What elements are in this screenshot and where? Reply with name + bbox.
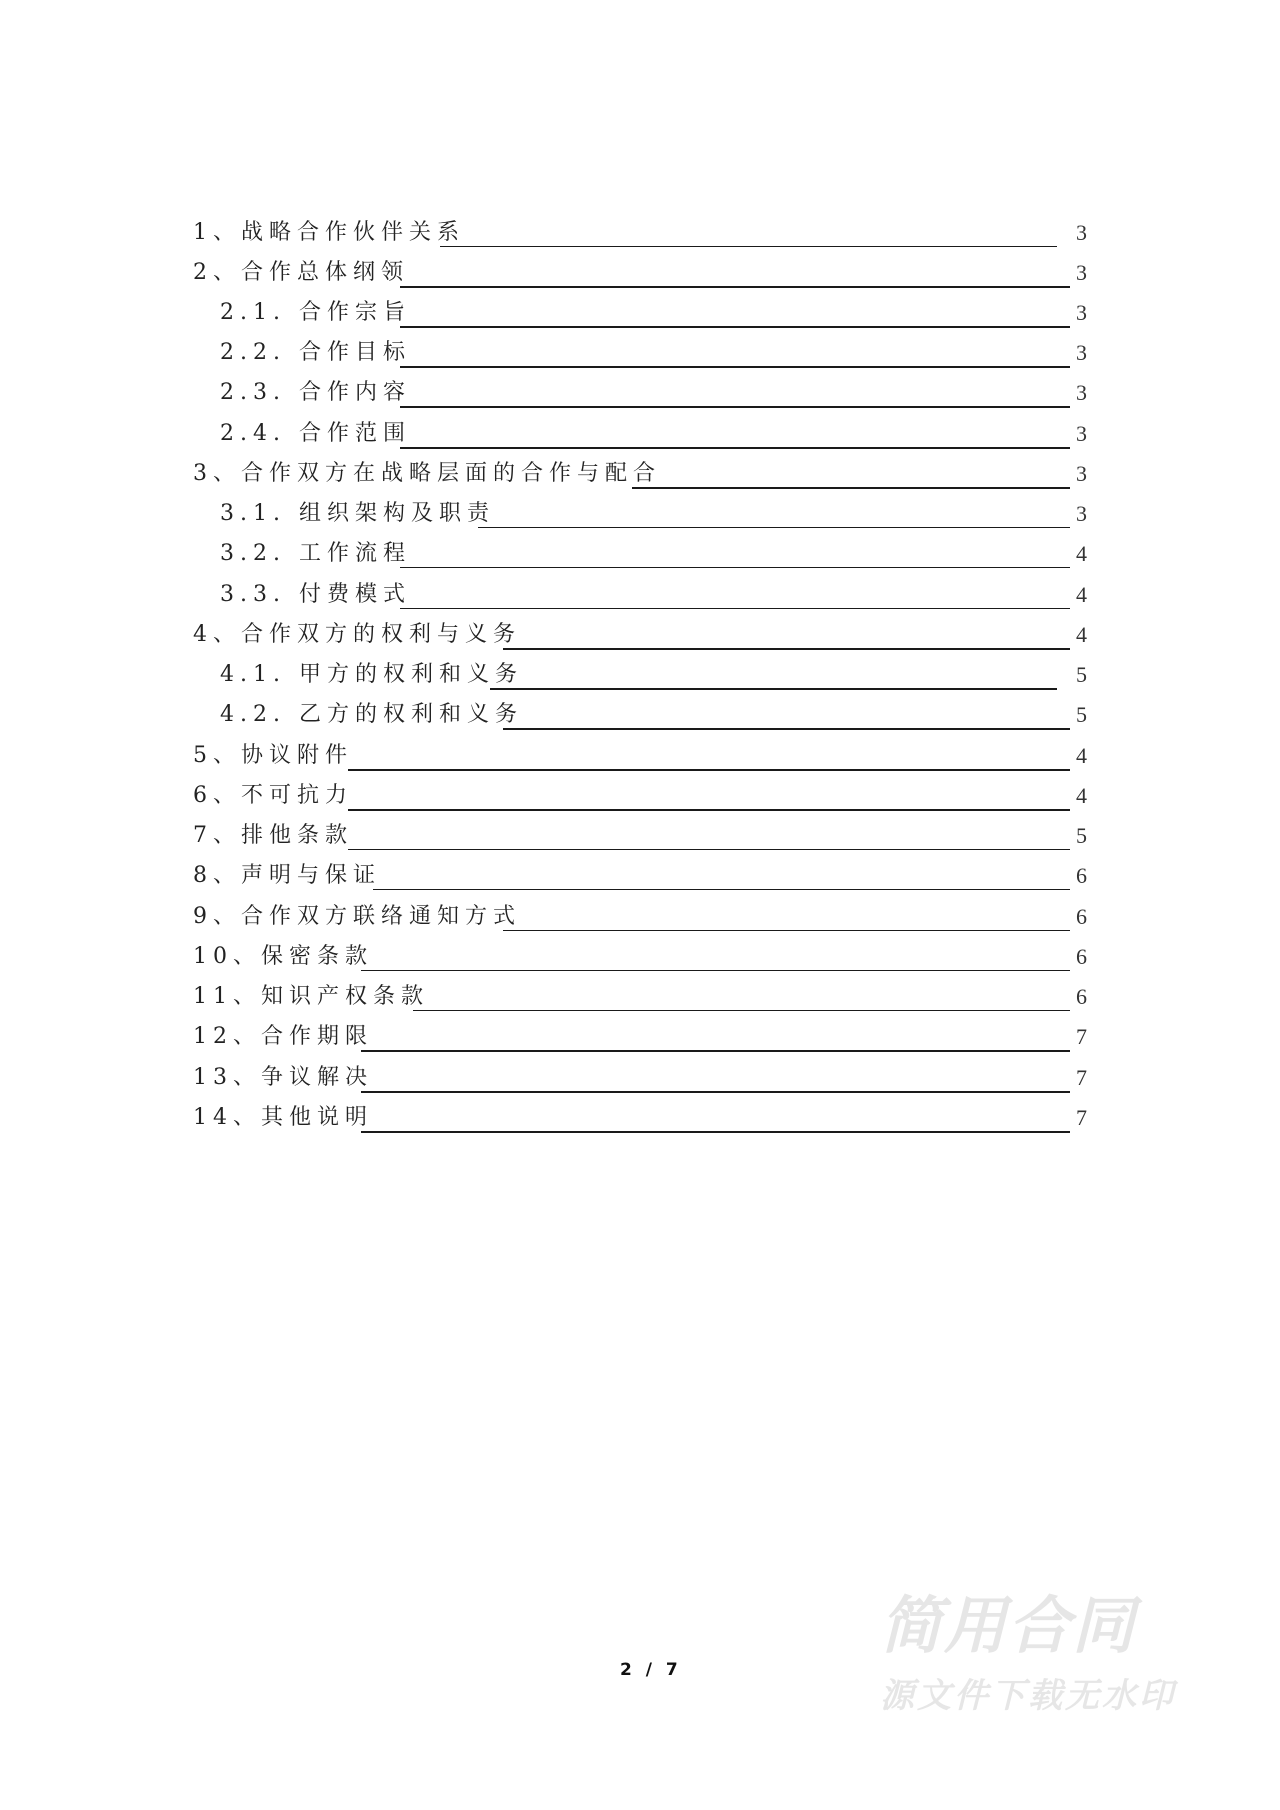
toc-leader-line: [503, 728, 1070, 730]
toc-leader-line: [400, 567, 1070, 568]
toc-leader-line: [400, 447, 1070, 449]
page-indicator: 2 / 7: [620, 1660, 682, 1680]
toc-entry-label: 7、排他条款: [193, 823, 353, 848]
toc-entry-label: 3.1. 组织架构及职责: [220, 501, 495, 526]
toc-leader-line: [361, 970, 1070, 971]
toc-entry-page: 3: [1076, 300, 1087, 325]
toc-entry-page: 3: [1076, 260, 1087, 285]
toc-leader-line: [503, 648, 1070, 650]
toc-leader-line: [400, 326, 1070, 328]
toc-entry-label: 10、保密条款: [193, 944, 373, 969]
toc-leader-line: [490, 688, 1057, 690]
toc-leader-line: [632, 487, 1070, 489]
watermark-title: 简用合同: [880, 1589, 1137, 1662]
toc-entry-label: 5、协议附件: [193, 743, 353, 768]
toc-entry-label: 2.1. 合作宗旨: [220, 300, 411, 325]
toc-leader-line: [478, 527, 1070, 528]
toc-entry[interactable]: [0, 942, 1280, 982]
toc-entry-page: 6: [1076, 863, 1087, 888]
toc-entry[interactable]: [0, 660, 1280, 700]
toc-entry[interactable]: [0, 258, 1280, 298]
toc-entry-label: 2、合作总体纲领: [193, 260, 409, 285]
toc-entry-label: 4.1. 甲方的权利和义务: [220, 662, 523, 687]
toc-entry-label: 11、知识产权条款: [193, 984, 429, 1009]
toc-entry-page: 6: [1076, 904, 1087, 929]
watermark-subtitle: 源文件下载无水印: [880, 1676, 1176, 1716]
toc-entry-label: 8、声明与保证: [193, 863, 381, 888]
toc-entry-page: 7: [1076, 1105, 1087, 1130]
toc-entry-page: 6: [1076, 944, 1087, 969]
toc-leader-line: [361, 1131, 1070, 1133]
toc-entry[interactable]: [0, 539, 1280, 579]
toc-entry-page: 6: [1076, 984, 1087, 1009]
toc-entry[interactable]: [0, 218, 1280, 258]
toc-entry[interactable]: [0, 419, 1280, 459]
toc-entry[interactable]: [0, 700, 1280, 740]
toc-entry-page: 4: [1076, 622, 1087, 647]
toc-entry-label: 2.2. 合作目标: [220, 340, 411, 365]
toc-entry[interactable]: [0, 459, 1280, 499]
toc-entry[interactable]: [0, 821, 1280, 861]
toc-entry[interactable]: [0, 741, 1280, 781]
toc-entry[interactable]: [0, 982, 1280, 1022]
toc-entry-page: 3: [1076, 220, 1087, 245]
toc-entry-label: 3.2. 工作流程: [220, 541, 411, 566]
toc-entry[interactable]: [0, 1063, 1280, 1103]
toc-leader-line: [348, 809, 1070, 811]
toc-leader-line: [373, 889, 1070, 890]
toc-entry-page: 7: [1076, 1024, 1087, 1049]
toc-entry-label: 2.4. 合作范围: [220, 421, 411, 446]
toc-leader-line: [361, 1050, 1070, 1052]
toc-entry-page: 4: [1076, 783, 1087, 808]
toc-leader-line: [440, 246, 1057, 247]
toc-entry-page: 5: [1076, 823, 1087, 848]
toc-entry-label: 3、合作双方在战略层面的合作与配合: [193, 461, 661, 486]
toc-entry-page: 7: [1076, 1065, 1087, 1090]
toc-entry-page: 4: [1076, 743, 1087, 768]
toc-leader-line: [503, 930, 1070, 931]
toc-entry-label: 4.2. 乙方的权利和义务: [220, 702, 523, 727]
toc-leader-line: [400, 608, 1070, 609]
toc-entry-page: 3: [1076, 461, 1087, 486]
toc-entry-label: 4、合作双方的权利与义务: [193, 622, 521, 647]
toc-leader-line: [413, 1010, 1070, 1011]
toc-leader-line: [400, 286, 1070, 288]
toc-entry[interactable]: [0, 861, 1280, 901]
toc-entry-page: 4: [1076, 582, 1087, 607]
toc-entry-label: 14、其他说明: [193, 1105, 373, 1130]
toc-leader-line: [348, 769, 1070, 771]
toc-leader-line: [400, 366, 1070, 368]
toc-entry[interactable]: [0, 580, 1280, 620]
toc-entry[interactable]: [0, 620, 1280, 660]
toc-entry[interactable]: [0, 298, 1280, 338]
toc-entry-label: 13、争议解决: [193, 1065, 373, 1090]
toc-entry[interactable]: [0, 499, 1280, 539]
toc-entry-page: 4: [1076, 541, 1087, 566]
toc-leader-line: [400, 406, 1070, 408]
toc-entry-page: 5: [1076, 662, 1087, 687]
toc-entry-page: 5: [1076, 702, 1087, 727]
toc-entry-label: 2.3. 合作内容: [220, 380, 411, 405]
toc-entry[interactable]: [0, 1103, 1280, 1143]
toc-leader-line: [361, 1091, 1070, 1093]
toc-entry-page: 3: [1076, 340, 1087, 365]
toc-entry-label: 3.3. 付费模式: [220, 582, 411, 607]
watermark: [880, 1590, 1176, 1720]
toc-entry[interactable]: [0, 1022, 1280, 1062]
toc-entry[interactable]: [0, 781, 1280, 821]
toc-entry-page: 3: [1076, 421, 1087, 446]
toc-entry-label: 6、不可抗力: [193, 783, 353, 808]
toc-entry[interactable]: [0, 338, 1280, 378]
toc-entry-label: 9、合作双方联络通知方式: [193, 904, 521, 929]
toc-entry-page: 3: [1076, 380, 1087, 405]
toc-entry-label: 1、战略合作伙伴关系: [193, 220, 465, 245]
toc-entry[interactable]: [0, 378, 1280, 418]
toc-entry-page: 3: [1076, 501, 1087, 526]
toc-leader-line: [348, 849, 1070, 850]
toc-entry-label: 12、合作期限: [193, 1024, 373, 1049]
toc-entry[interactable]: [0, 902, 1280, 942]
